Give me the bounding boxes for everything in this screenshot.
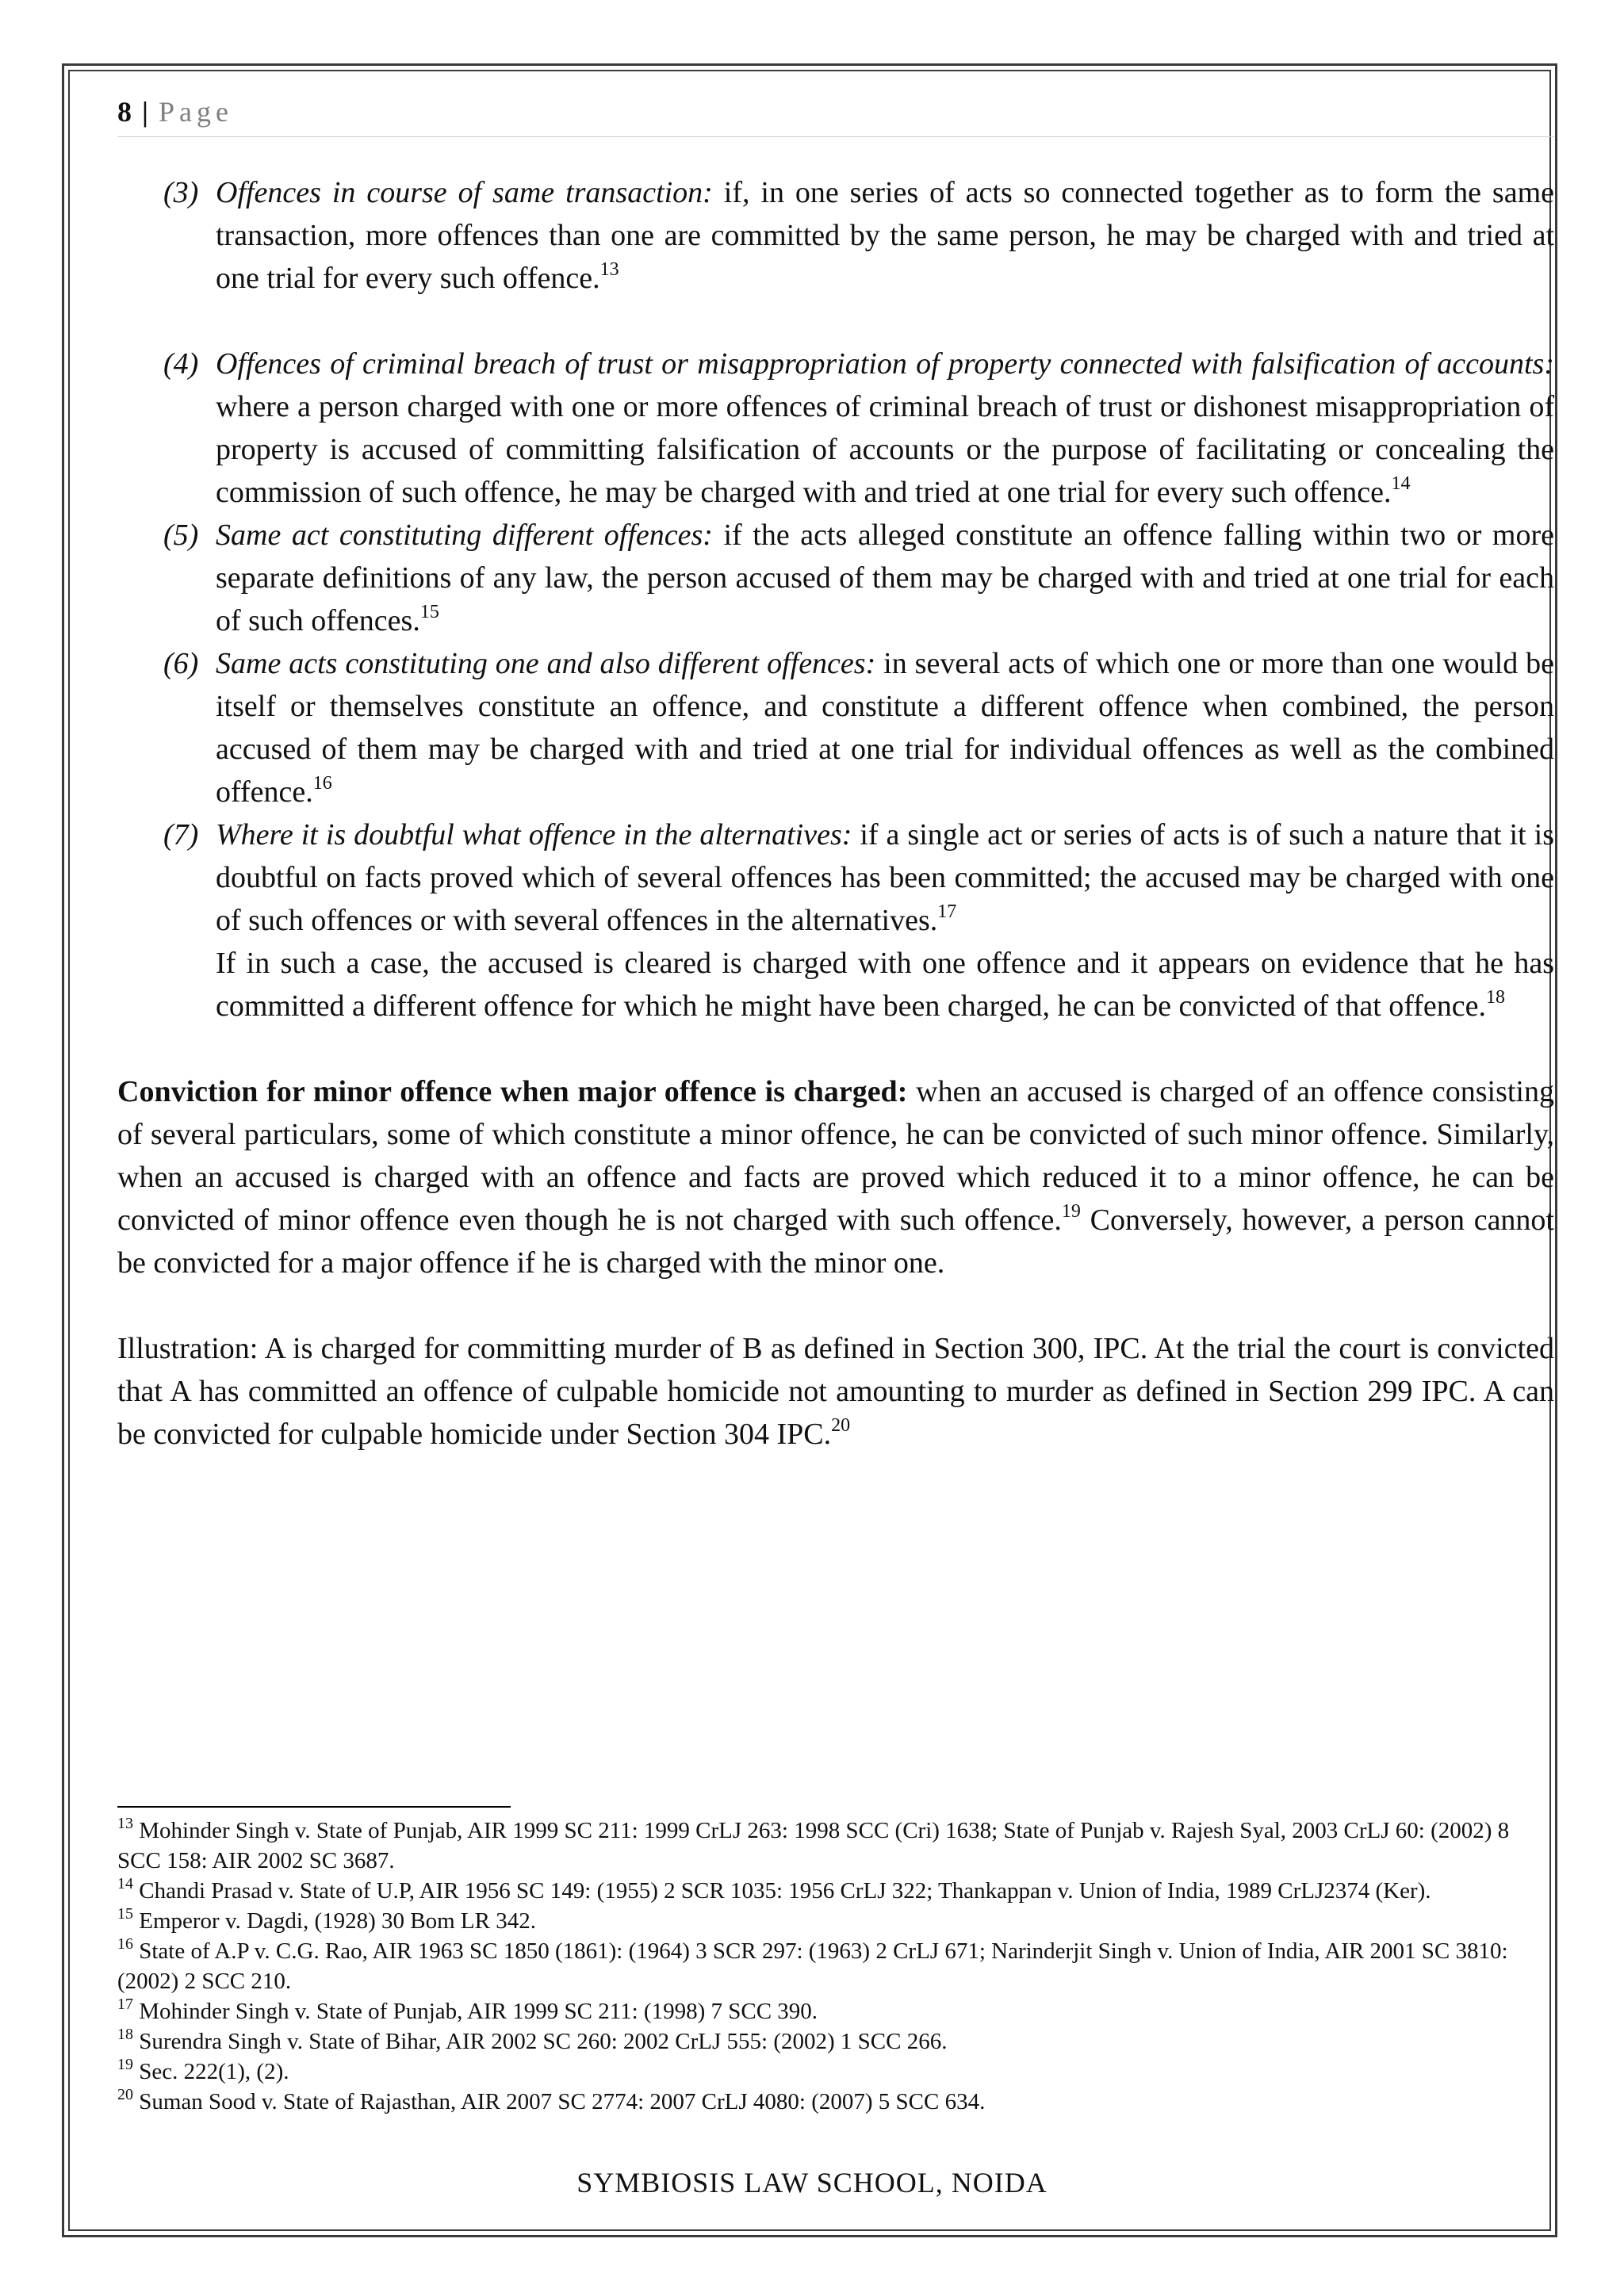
footnote bbox=[117, 1876, 1554, 1906]
footnote-ref[interactable]: 19 bbox=[1061, 1201, 1081, 1222]
footnote-ref[interactable]: 15 bbox=[419, 602, 439, 622]
list-item bbox=[117, 642, 1554, 813]
footnote-ref[interactable]: 14 bbox=[1391, 473, 1411, 494]
footnote bbox=[117, 1906, 1554, 1936]
spacer bbox=[117, 300, 1554, 342]
item-continuation-text: If in such a case, the accused is cleared is charged with one offence and it appears on evidence that he has committed a different offence for which he might have been charged, he can be convicted of that offence. bbox=[216, 947, 1554, 1023]
footnotes bbox=[117, 1816, 1554, 2117]
item-label: (7) bbox=[163, 818, 199, 851]
page-header bbox=[117, 95, 1554, 137]
item-text: if the acts alleged constitute an offence falling within two or more separate definitions of any law, the person accused of them may be charged with and tried at one trial for each of such offences. bbox=[216, 519, 1555, 637]
conviction-paragraph bbox=[117, 1070, 1554, 1284]
page-footer: SYMBIOSIS LAW SCHOOL, NOIDA bbox=[576, 2167, 1048, 2198]
item-label: (4) bbox=[163, 347, 199, 381]
spacer bbox=[117, 1284, 1554, 1327]
footnote-separator bbox=[117, 1806, 511, 1808]
footnote-number: 14 bbox=[117, 1875, 133, 1892]
footnote bbox=[117, 1936, 1554, 1996]
footnote-ref[interactable]: 13 bbox=[599, 259, 619, 280]
footnote bbox=[117, 2087, 1554, 2117]
list-item bbox=[117, 514, 1554, 642]
page-number: 8 bbox=[117, 96, 132, 128]
footnote-number: 13 bbox=[117, 1815, 133, 1832]
footnote-ref[interactable]: 17 bbox=[937, 901, 957, 922]
item-title: Offences in course of same transaction: bbox=[216, 176, 713, 209]
main-content bbox=[117, 171, 1554, 1456]
page-word: Page bbox=[158, 96, 233, 128]
item-title: Offences of criminal breach of trust or misappropriation of property connected with falsification of accounts: bbox=[216, 347, 1554, 381]
footnote-text: State of A.P v. C.G. Rao, AIR 1963 SC 1850 (1861): (1964) 3 SCR 297: (1963) 2 CrLJ 671; Narinderjit Singh v. Union of India, AIR 2001 SC 3810: (2002) 2 SCC 210. bbox=[117, 1938, 1508, 1994]
footnote-number: 15 bbox=[117, 1905, 133, 1923]
footnote bbox=[117, 1816, 1554, 1876]
item-title: Same act constituting different offences: bbox=[216, 519, 713, 552]
item-title: Same acts constituting one and also different offences: bbox=[216, 647, 876, 680]
footnote-number: 19 bbox=[117, 2056, 133, 2073]
illustration-text: Illustration: A is charged for committing murder of B as defined in Section 300, IPC. At the trial the court is convicted that A has committed an offence of culpable homicide not amounting to murder as defined in Section 299 IPC. A can be convicted for culpable homicide under Section 304 IPC. bbox=[117, 1332, 1554, 1451]
list-item bbox=[117, 342, 1554, 514]
footnote bbox=[117, 2026, 1554, 2057]
footnote-number: 18 bbox=[117, 2026, 133, 2043]
item-text: where a person charged with one or more offences of criminal breach of trust or dishonest misappropriation of property is accused of committing falsification of accounts or the purpose of facilitating or concealing the commission of such offence, he may be charged with and tried at one trial for every such offence. bbox=[216, 390, 1554, 509]
list-item bbox=[117, 813, 1554, 942]
footnote bbox=[117, 2057, 1554, 2087]
item-title: Where it is doubtful what offence in the alternatives: bbox=[216, 818, 852, 851]
footnote-text: Surendra Singh v. State of Bihar, AIR 2002 SC 260: 2002 CrLJ 555: (2002) 1 SCC 266. bbox=[133, 2029, 948, 2054]
header-separator: | bbox=[142, 96, 148, 128]
spacer bbox=[117, 1027, 1554, 1070]
footnote bbox=[117, 1996, 1554, 2026]
footnote-text: Suman Sood v. State of Rajasthan, AIR 2007 SC 2774: 2007 CrLJ 4080: (2007) 5 SCC 634. bbox=[133, 2089, 986, 2114]
illustration-paragraph bbox=[117, 1327, 1554, 1456]
item-text: if a single act or series of acts is of such a nature that it is doubtful on facts proved which of several offences has been committed; the accused may be charged with one of such offences or with several offences in the alternatives. bbox=[216, 818, 1554, 937]
footnote-text: Chandi Prasad v. State of U.P, AIR 1956 SC 149: (1955) 2 SCR 1035: 1956 CrLJ 322; Thankappan v. Union of India, 1989 CrLJ2374 (Ker). bbox=[133, 1878, 1431, 1904]
footnote-ref[interactable]: 20 bbox=[831, 1415, 851, 1436]
footnote-number: 17 bbox=[117, 1996, 133, 2013]
conviction-heading: Conviction for minor offence when major offence is charged: bbox=[117, 1075, 908, 1108]
list-item-continuation bbox=[117, 942, 1554, 1027]
item-label: (5) bbox=[163, 519, 199, 552]
footnote-ref[interactable]: 18 bbox=[1486, 987, 1506, 1008]
footnote-text: Mohinder Singh v. State of Punjab, AIR 1999 SC 211: (1998) 7 SCC 390. bbox=[133, 1999, 818, 2024]
footnote-text: Mohinder Singh v. State of Punjab, AIR 1999 SC 211: 1999 CrLJ 263: 1998 SCC (Cri) 1638; State of Punjab v. Rajesh Syal, 2003 CrLJ 60: (2002) 8 SCC 158: AIR 2002 SC 3687. bbox=[117, 1818, 1510, 1873]
conviction-text: when an accused is charged of an offence consisting of several particulars, some of which constitute a minor offence, he can be convicted of such minor offence. Similarly, when an accused is charged with an offence and facts are proved which reduced it to a minor offence, he can be convicted of minor offence even though he is not charged with such offence. bbox=[117, 1075, 1554, 1237]
list-item bbox=[117, 171, 1554, 300]
item-text: if, in one series of acts so connected together as to form the same transaction, more offences than one are committed by the same person, he may be charged with and tried at one trial for every such offence. bbox=[216, 176, 1555, 295]
item-label: (3) bbox=[163, 176, 199, 209]
footnote-number: 20 bbox=[117, 2086, 133, 2103]
item-text: in several acts of which one or more than one would be itself or themselves constitute an offence, and constitute a different offence when combined, the person accused of them may be charged with and tried at one trial for individual offences as well as the combined offence. bbox=[216, 647, 1554, 809]
footnote-text: Emperor v. Dagdi, (1928) 30 Bom LR 342. bbox=[133, 1908, 536, 1934]
item-label: (6) bbox=[163, 647, 199, 680]
footnote-number: 16 bbox=[117, 1935, 133, 1953]
conviction-text-2: Conversely, however, a person cannot be convicted for a major offence if he is charged with the minor one. bbox=[117, 1203, 1554, 1280]
footnote-ref[interactable]: 16 bbox=[312, 773, 332, 794]
footnote-text: Sec. 222(1), (2). bbox=[133, 2059, 289, 2084]
